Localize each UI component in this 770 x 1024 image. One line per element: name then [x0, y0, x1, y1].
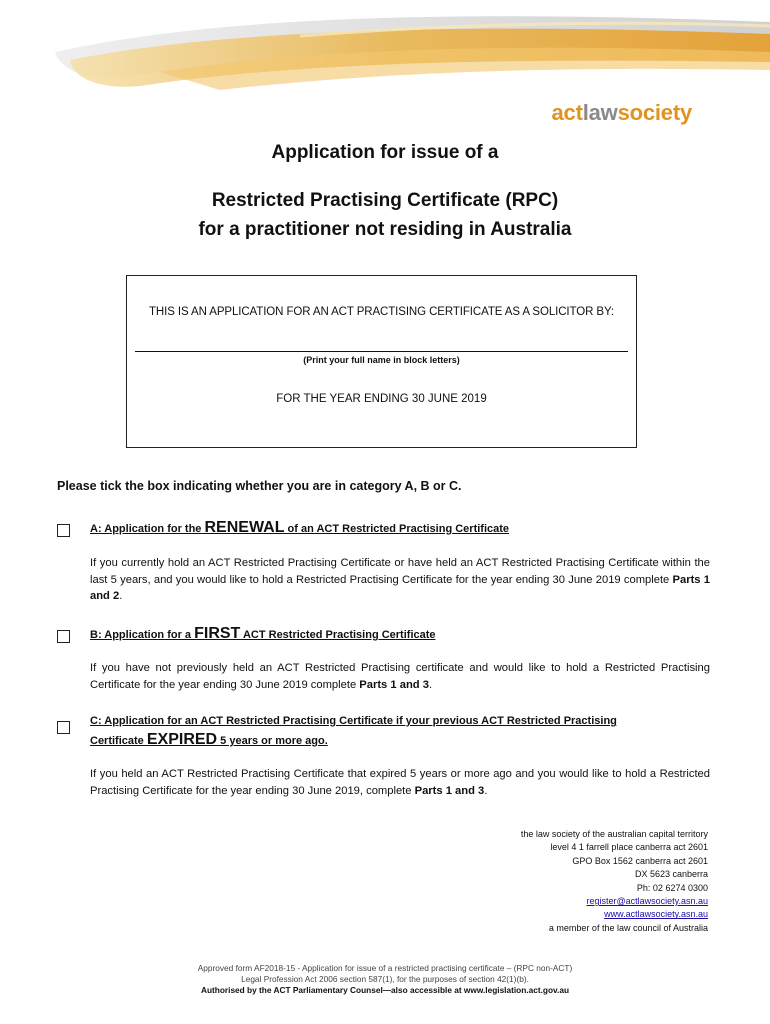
category-b-description — [90, 660, 710, 693]
category-b-text-end: . — [428, 678, 433, 691]
category-c-heading-post: 5 years or more ago. — [217, 735, 328, 747]
category-instruction: Please tick the box indicating whether you are in category A, B or C. — [57, 479, 462, 493]
document-title-line-3: for a practitioner not residing in Australia — [198, 219, 572, 240]
address-street: level 4 1 farrell place canberra act 2601 — [550, 842, 708, 853]
category-c-heading-line-2 — [90, 731, 328, 749]
address-membership: a member of the law council of Australia — [548, 922, 708, 933]
document-title-line-1: Application for issue of a — [271, 142, 499, 163]
application-statement: THIS IS AN APPLICATION FOR AN ACT PRACTISING CERTIFICATE AS A SOLICITOR BY: — [149, 306, 614, 318]
category-c-description — [90, 766, 710, 799]
category-c-heading-line-1: C: Application for an ACT Restricted Practising Certificate if your previous ACT Restricted Practising — [90, 715, 617, 727]
category-c-text: If you held an ACT Restricted Practising Certificate that expired 5 years or more ago and you would like to hold a Restricted Practising Certificate for the year ending 30 June 2019, complete — [90, 768, 710, 797]
document-title-line-2: Restricted Practising Certificate (RPC) — [211, 190, 559, 211]
category-c-text-end: . — [484, 784, 488, 797]
address-po-box: GPO Box 1562 canberra act 2601 — [572, 855, 708, 866]
logo-part-society: society — [617, 100, 692, 125]
actlawsociety-logo — [552, 100, 693, 126]
website-link[interactable]: www.actlawsociety.asn.au — [604, 909, 708, 920]
footer-authorised: Authorised by the ACT Parliamentary Counsel—also accessible at www.legislation.act.gov.au — [200, 985, 570, 995]
full-name-hint: (Print your full name in block letters) — [303, 355, 460, 365]
category-b-checkbox[interactable] — [57, 630, 70, 643]
logo-part-law: law — [582, 100, 618, 125]
category-b-heading-pre: B: Application for a — [90, 629, 195, 641]
category-c-heading-pre: Certificate — [90, 735, 147, 747]
category-c-heading-emphasis: EXPIRED — [146, 731, 218, 748]
category-a-text-end: . — [119, 590, 123, 602]
full-name-field[interactable] — [135, 351, 628, 352]
category-a-checkbox[interactable] — [57, 524, 70, 537]
address-org-name: the law society of the australian capital territory — [520, 829, 708, 839]
category-a-parts: Parts 1 and 2 — [90, 573, 710, 602]
category-b-heading — [90, 625, 436, 643]
society-address-block — [521, 828, 708, 935]
application-name-box — [126, 275, 637, 448]
address-dx: DX 5623 canberra — [634, 869, 708, 880]
category-b-heading-emphasis: FIRST — [194, 625, 241, 642]
email-link[interactable]: register@actlawsociety.asn.au — [586, 896, 708, 907]
category-a-text: If you currently hold an ACT Restricted Practising Certificate or have held an ACT Restricted Practising Certificate within the last 5 years, and you would like to hold a Restricted Practising Certificate for the year ending 30 June 2019 complete — [90, 557, 710, 586]
year-ending-text: FOR THE YEAR ENDING 30 JUNE 2019 — [276, 393, 487, 405]
category-b-text: If you have not previously held an ACT Restricted Practising certificate and would like to hold a Restricted Practising Certificate for the year ending 30 June 2019 complete — [90, 662, 710, 691]
category-a-description — [90, 555, 710, 605]
category-c-checkbox[interactable] — [57, 721, 70, 734]
logo-part-act: act — [551, 100, 583, 125]
category-b-heading-post: ACT Restricted Practising Certificate — [240, 629, 436, 641]
category-a-heading — [90, 519, 509, 537]
header-swoosh-banner — [0, 0, 770, 100]
address-phone: Ph: 02 6274 0300 — [636, 882, 708, 893]
category-a-heading-post: of an ACT Restricted Practising Certificate — [284, 523, 510, 535]
footer-legal-reference: Legal Profession Act 2006 section 587(1), for the purposes of section 42(1)(b). — [241, 974, 529, 984]
footer-approved-form: Approved form AF2018-15 - Application for issue of a restricted practising certificate – (RPC non-ACT) — [197, 963, 573, 973]
category-a-heading-emphasis: RENEWAL — [204, 519, 285, 536]
category-b-parts: Parts 1 and 3 — [359, 678, 429, 691]
category-a-heading-pre: A: Application for the — [90, 523, 205, 535]
category-c-parts: Parts 1 and 3 — [414, 784, 485, 797]
